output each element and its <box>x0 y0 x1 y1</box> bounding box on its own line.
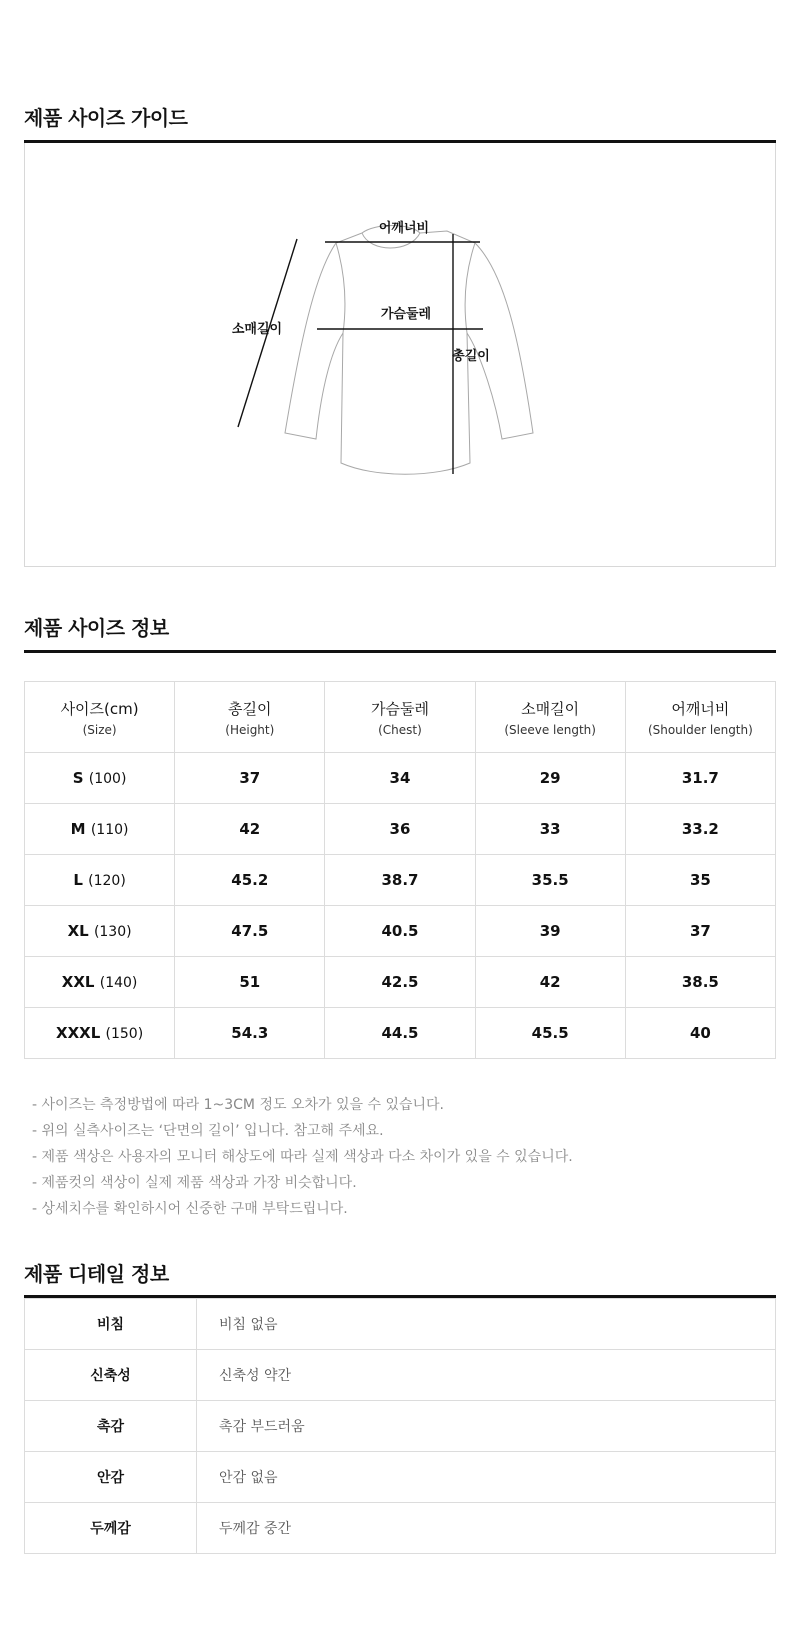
detail-key: 촉감 <box>25 1401 197 1452</box>
detail-key: 신축성 <box>25 1350 197 1401</box>
detail-key: 두께감 <box>25 1503 197 1554</box>
shoulder-cell: 35 <box>625 855 775 906</box>
size-cell: M (110) <box>25 804 175 855</box>
sleeve-label: 소매길이 <box>231 322 283 337</box>
size-table <box>24 681 776 1059</box>
height-cell: 47.5 <box>175 906 325 957</box>
chest-cell: 40.5 <box>325 906 475 957</box>
size-cell: XXL (140) <box>25 957 175 1008</box>
size-cell: XL (130) <box>25 906 175 957</box>
header-sleeve: 소매길이 (Sleeve length) <box>475 682 625 753</box>
height-cell: 45.2 <box>175 855 325 906</box>
table-row <box>25 1299 776 1350</box>
shoulder-cell: 31.7 <box>625 753 775 804</box>
table-row <box>25 1503 776 1554</box>
size-guide-box <box>24 143 776 567</box>
detail-value: 신축성 약간 <box>197 1350 776 1401</box>
detail-value: 두께감 중간 <box>197 1503 776 1554</box>
chest-cell: 38.7 <box>325 855 475 906</box>
size-info-rule <box>24 650 776 653</box>
table-row <box>25 1008 776 1059</box>
note-item: - 상세치수를 확인하시어 신중한 구매 부탁드립니다. <box>32 1201 348 1217</box>
detail-key: 안감 <box>25 1452 197 1503</box>
table-row <box>25 1350 776 1401</box>
header-shoulder: 어깨너비 (Shoulder length) <box>625 682 775 753</box>
chest-cell: 36 <box>325 804 475 855</box>
table-row <box>25 855 776 906</box>
table-row <box>25 906 776 957</box>
table-row <box>25 753 776 804</box>
size-cell: XXXL (150) <box>25 1008 175 1059</box>
sleeve-cell: 39 <box>475 906 625 957</box>
detail-info-title: 제품 디테일 정보 <box>24 1262 169 1286</box>
chest-cell: 42.5 <box>325 957 475 1008</box>
shoulder-cell: 37 <box>625 906 775 957</box>
detail-value: 촉감 부드러움 <box>197 1401 776 1452</box>
header-size: 사이즈(cm) (Size) <box>25 682 175 753</box>
garment-diagram <box>25 143 775 566</box>
shoulder-cell: 38.5 <box>625 957 775 1008</box>
note-item: - 사이즈는 측정방법에 따라 1~3CM 정도 오차가 있을 수 있습니다. <box>32 1097 445 1113</box>
height-cell: 37 <box>175 753 325 804</box>
sleeve-cell: 35.5 <box>475 855 625 906</box>
sleeve-cell: 29 <box>475 753 625 804</box>
sleeve-cell: 45.5 <box>475 1008 625 1059</box>
shoulder-label: 어깨너비 <box>378 221 430 236</box>
detail-key: 비침 <box>25 1299 197 1350</box>
height-cell: 51 <box>175 957 325 1008</box>
size-guide-title: 제품 사이즈 가이드 <box>24 106 188 130</box>
shoulder-cell: 33.2 <box>625 804 775 855</box>
chest-label: 가슴둘레 <box>380 307 432 322</box>
length-label: 총길이 <box>452 349 490 364</box>
table-row <box>25 1401 776 1452</box>
sleeve-cell: 33 <box>475 804 625 855</box>
note-item: - 제품 색상은 사용자의 모니터 해상도에 따라 실제 색상과 다소 차이가 있을 수 있습니다. <box>32 1149 573 1165</box>
header-height: 총길이 (Height) <box>175 682 325 753</box>
size-cell: L (120) <box>25 855 175 906</box>
size-info-title: 제품 사이즈 정보 <box>24 616 169 640</box>
header-chest: 가슴둘레 (Chest) <box>325 682 475 753</box>
garment-body <box>285 231 533 474</box>
table-row <box>25 957 776 1008</box>
note-item: - 위의 실측사이즈는 ‘단면의 길이’ 입니다. 참고해 주세요. <box>32 1123 384 1139</box>
sleeve-cell: 42 <box>475 957 625 1008</box>
chest-cell: 34 <box>325 753 475 804</box>
detail-table <box>24 1298 776 1554</box>
height-cell: 54.3 <box>175 1008 325 1059</box>
size-cell: S (100) <box>25 753 175 804</box>
detail-value: 비침 없음 <box>197 1299 776 1350</box>
size-notes <box>32 1092 573 1222</box>
table-row <box>25 804 776 855</box>
chest-cell: 44.5 <box>325 1008 475 1059</box>
shoulder-cell: 40 <box>625 1008 775 1059</box>
size-table-header-row <box>25 682 776 753</box>
height-cell: 42 <box>175 804 325 855</box>
detail-value: 안감 없음 <box>197 1452 776 1503</box>
note-item: - 제품컷의 색상이 실제 제품 색상과 가장 비슷합니다. <box>32 1175 357 1191</box>
table-row <box>25 1452 776 1503</box>
